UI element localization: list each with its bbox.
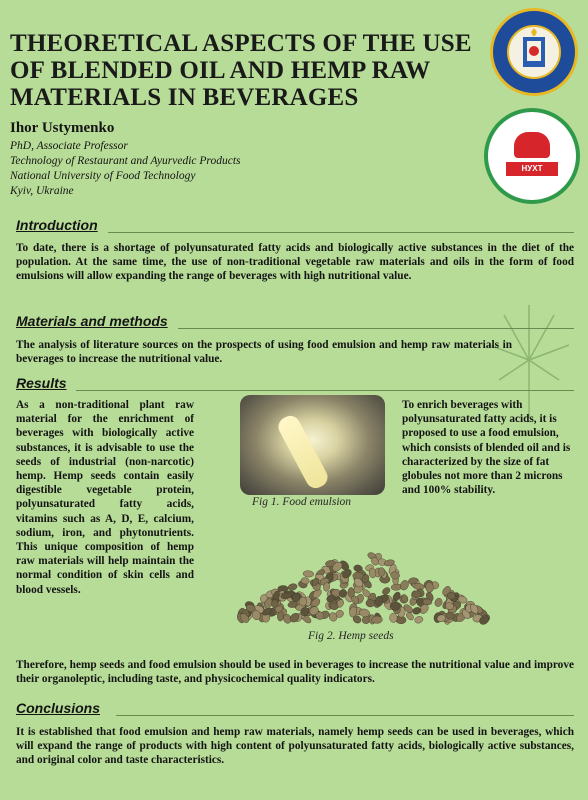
author-name: Ihor Ustymenko <box>10 120 115 136</box>
results-right-text: To enrich beverages with polyunsaturated fatty acids, it is proposed to use a food emulsion, which consists of blended oil and is characterized by the size of fat globules not more than 2 microns and 100% stability. <box>402 399 571 497</box>
affiliation-line: PhD, Associate Professor <box>10 140 128 152</box>
hemp-seeds-image <box>226 512 496 627</box>
results-left-text: As a non-traditional plant raw material for the enrichment of beverages with biologically active substances, it is advisable to use the seeds of industrial (non-narcotic) hemp. Hemp seeds contain easily digestible vegetable protein, polyunsaturated fatty acids, vitamins such as A, D, E, calcium, sodium, iron, and phytonutrients. This unique composition of hemp raw materials will help maintain the normal condition of skin cells and blood vessels. <box>16 399 194 596</box>
university-emblem <box>507 25 561 79</box>
nuft-logo <box>484 108 580 204</box>
university-logo <box>490 8 578 96</box>
results-summary: Therefore, hemp seeds and food emulsion should be used in beverages to increase the nutritional value and improve their organoleptic, including taste, and physicochemical quality indicators. <box>16 659 574 686</box>
hemp-seed <box>381 586 391 596</box>
hemp-seed <box>375 596 383 606</box>
affiliation-line: Technology of Restaurant and Ayurvedic Products <box>10 155 241 167</box>
emulsion-stream <box>275 412 331 491</box>
emblem-icon <box>509 27 559 77</box>
section-divider <box>178 328 574 329</box>
affiliation-line: Kyiv, Ukraine <box>10 185 74 197</box>
introduction-text: To date, there is a shortage of polyunsaturated fatty acids and biologically active substances in the diet of the population. At the same time, the use of non-traditional vegetable raw materials and oils in the form of food emulsions will allow expanding the range of beverages with high nutritional value. <box>16 242 574 283</box>
hemp-seed <box>434 597 444 608</box>
introduction-heading: Introduction <box>16 217 98 233</box>
poster-title: THEORETICAL ASPECTS OF THE USE OF BLENDED OIL AND HEMP RAW MATERIALS IN BEVERAGES <box>10 30 472 111</box>
food-emulsion-image <box>240 395 385 495</box>
fig2-caption: Fig 2. Hemp seeds <box>308 630 394 642</box>
methods-text: The analysis of literature sources on the prospects of using food emulsion and hemp raw materials in beverages to increase the nutritional value. <box>16 339 512 366</box>
author-affiliation <box>10 139 241 199</box>
chef-hat-icon <box>514 132 550 158</box>
section-divider <box>116 715 574 716</box>
nuft-logo-text: НУХТ <box>506 162 558 176</box>
results-heading: Results <box>16 375 67 391</box>
conclusions-text: It is established that food emulsion and hemp raw materials, namely hemp seeds can be used in beverages, which will expand the range of products with high content of polyunsaturated fatty acids, biologically active substances, and original color and taste characteristics. <box>16 726 574 767</box>
affiliation-line: National University of Food Technology <box>10 170 196 182</box>
hemp-seed <box>366 599 375 607</box>
fig1-caption: Fig 1. Food emulsion <box>252 496 352 508</box>
hemp-seed <box>303 570 314 577</box>
hemp-seed <box>287 583 297 591</box>
conclusions-heading: Conclusions <box>16 700 101 716</box>
hemp-seed <box>372 616 383 623</box>
methods-heading: Materials and methods <box>16 313 168 329</box>
section-divider <box>108 232 574 233</box>
section-divider <box>76 390 574 391</box>
hemp-seed <box>414 615 424 624</box>
